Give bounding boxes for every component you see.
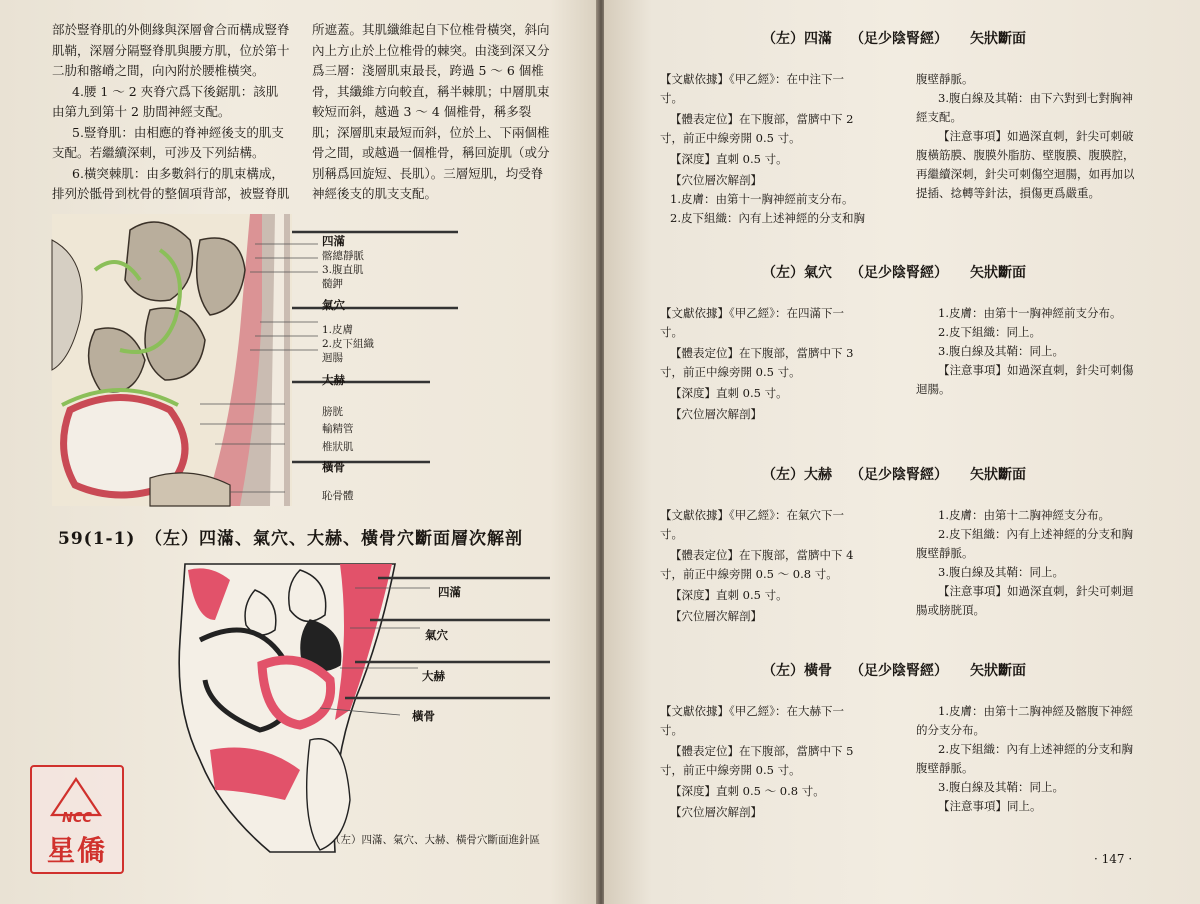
figure1-label: 1.皮膚 (322, 324, 354, 336)
left-col2-line: 內上方止於上位椎骨的棘突。由淺到深又分 (312, 42, 550, 58)
section-text-line: 迴腸。 (916, 382, 951, 396)
left-col1-line: 排列於骶骨到枕骨的整個項背部，被豎脊肌 (52, 186, 290, 201)
figure1-label: 2.皮下組織 (322, 338, 375, 350)
figure1-label: 迴腸 (322, 352, 343, 364)
section-title (762, 660, 1026, 680)
left-col2-line: 所遮蓋。其肌纖維起自下位椎骨橫突，斜向 (312, 22, 550, 37)
section-text-line: 腹壁靜脈。 (916, 761, 974, 775)
figure2-caption: （左）四滿、氣穴、大赫、橫骨穴斷面進針區 (330, 834, 540, 846)
section-text-line: 3.腹白線及其鞘：同上。 (938, 344, 1064, 358)
section-title (762, 28, 1026, 48)
section-text-line: 2.皮下組織：同上。 (938, 325, 1041, 339)
section-text-line: 3.腹白線及其鞘：由下六對到七對胸神 (938, 91, 1133, 105)
figure1-label: 輸精管 (322, 423, 354, 435)
section-text-line: 寸，前正中線旁開 0.5 寸。 (660, 763, 801, 777)
figure1-label: 橫骨 (322, 460, 345, 474)
left-col1-line: 肌鞘，深層分隔豎脊肌與腰方肌，位於第十 (52, 42, 290, 58)
section-text-line: 腹壁靜脈。 (916, 546, 974, 560)
left-col2-line: 別稱爲回旋短、長肌）。三層短肌，均受脊 (312, 165, 544, 181)
section-text-line: 的分支分布。 (916, 723, 985, 737)
figure1-caption: 59(1-1) （左）四滿、氣穴、大赫、橫骨穴斷面層次解剖 (58, 529, 523, 549)
page-number: · 147 · (1094, 852, 1133, 866)
section-text-line: 寸。 (660, 527, 683, 541)
section-type: 矢狀斷面 (970, 31, 1026, 47)
section-text-line: 【穴位層次解剖】 (670, 407, 762, 421)
section-left-column (660, 506, 853, 626)
section-text-line: 2.皮下組織：內有上述神經的分支和胸 (938, 527, 1133, 541)
section-text-line: 1.皮膚：由第十一胸神經前支分布。 (938, 306, 1122, 320)
section-text-line: 【注意事項】如過深直刺，針尖可刺迴 (938, 584, 1134, 598)
section-text-line: 寸。 (660, 325, 683, 339)
section-type: 矢狀斷面 (970, 265, 1026, 281)
section-text-line: 經支配。 (916, 110, 962, 124)
section-left-column (660, 304, 853, 424)
section-text-line: 【深度】直刺 0.5 ～ 0.8 寸。 (670, 784, 825, 798)
figure2-label: 橫骨 (412, 709, 435, 723)
section-text-line: 腸或膀胱頂。 (916, 603, 985, 617)
section-text-line: 【深度】直刺 0.5 寸。 (670, 386, 788, 400)
figure1-label: 大赫 (322, 373, 345, 387)
section-text-line: 3.腹白線及其鞘：同上。 (938, 780, 1064, 794)
section-text-line: 提插、捻轉等針法，損傷更爲嚴重。 (916, 186, 1100, 200)
left-col2-line: 骨之間，或越過一個椎骨，稱回旋肌（或分 (312, 145, 550, 160)
section-title (762, 464, 1026, 484)
section-text-line: 【體表定位】在下腹部，當臍中下 5 (670, 744, 854, 758)
left-col1-line: 二肋和髂嵴之間，向內附於腰椎橫突。 (52, 63, 265, 78)
figure1-label: 氣穴 (322, 298, 345, 312)
section-text-line: 腹橫筋膜、腹膜外脂肪、壁腹膜、腹膜腔， (916, 148, 1135, 162)
section-text-line: 【文獻依據】《甲乙經》：在大赫下一 (660, 704, 844, 718)
section-type: 矢狀斷面 (970, 467, 1026, 483)
figure1-label: 髓鉀 (322, 278, 343, 290)
section-text-line: 2.皮下組織：內有上述神經的分支和胸 (670, 211, 865, 225)
anatomy-figure-colored (0, 210, 598, 510)
section-meridian: （足少陰腎經） (850, 31, 948, 47)
left-col1-line: 4.腰 1 ～ 2 夾脊穴爲下後鋸肌：該肌 (72, 83, 279, 99)
left-page (0, 0, 598, 904)
section-point-name: （左）氣穴 (762, 265, 832, 281)
left-col2-line: 爲三層：淺層肌束最長，跨過 5 ～ 6 個椎 (312, 63, 544, 78)
left-col1-line: 5.豎脊肌：由相應的脊神經後支的肌支 (72, 124, 284, 140)
section-text-line: 2.皮下組織：內有上述神經的分支和胸 (938, 742, 1133, 756)
section-text-line: 【深度】直刺 0.5 寸。 (670, 152, 788, 166)
section-text-line: 【深度】直刺 0.5 寸。 (670, 588, 788, 602)
section-type: 矢狀斷面 (970, 663, 1026, 679)
section-text-line: 【注意事項】如過深直刺，針尖可刺傷 (938, 363, 1134, 377)
section-text-line: 【注意事項】如過深直刺，針尖可刺破 (938, 129, 1134, 143)
section-text-line: 3.腹白線及其鞘：同上。 (938, 565, 1064, 579)
section-text-line: 【體表定位】在下腹部，當臍中下 4 (670, 548, 854, 562)
section-text-line: 【體表定位】在下腹部，當臍中下 3 (670, 346, 854, 360)
stamp-name: 星僑 (46, 834, 107, 867)
section-title (762, 262, 1026, 282)
figure1-label: 髂總靜脈 (322, 250, 364, 262)
section-text-line: 1.皮膚：由第十二胸神經支分布。 (938, 508, 1110, 522)
section-text-line: 【文獻依據】《甲乙經》：在四滿下一 (660, 306, 844, 320)
left-col1-line: 支配。若繼續深刺，可涉及下列結構。 (52, 145, 265, 160)
section-point-name: （左）橫骨 (762, 663, 832, 679)
left-col2-line: 骨，其纖維方向較直，稱半棘肌；中層肌束 (312, 83, 550, 99)
section-text-line: 再繼續深刺，針尖可刺傷空迴腸，如再加以 (916, 167, 1135, 181)
section-right-column (916, 506, 1134, 620)
section-text-line: 寸，前正中線旁開 0.5 寸。 (660, 131, 801, 145)
left-col1-line: 部於豎脊肌的外側緣與深層會合而構成豎脊 (52, 22, 290, 37)
section-text-line: 1.皮膚：由第十二胸神經及髂腹下神經 (938, 704, 1133, 718)
left-col2-line: 神經後支的肌支支配。 (312, 186, 438, 201)
figure1-label: 恥骨體 (322, 490, 354, 502)
left-col2-line: 肌；深層肌束最短而斜，位於上、下兩個椎 (312, 124, 550, 140)
section-text-line: 寸，前正中線旁開 0.5 ～ 0.8 寸。 (660, 567, 838, 581)
section-text-line: 【穴位層次解剖】 (670, 609, 762, 623)
section-text-line: 【注意事項】同上。 (938, 799, 1042, 813)
section-point-name: （左）大赫 (762, 467, 832, 483)
section-text-line: 1.皮膚：由第十一胸神經前支分布。 (670, 192, 854, 206)
figure1-label: 膀胱 (322, 406, 343, 418)
section-right-column (916, 702, 1133, 816)
section-meridian: （足少陰腎經） (850, 265, 948, 281)
figure2-label: 四滿 (438, 585, 461, 599)
section-text-line: 【文獻依據】《甲乙經》：在中注下一 (660, 72, 844, 86)
section-right-column (916, 70, 1135, 203)
left-col1-line: 由第九到第十 2 肋間神經支配。 (52, 104, 231, 119)
section-text-line: 寸，前正中線旁開 0.5 寸。 (660, 365, 801, 379)
section-text-line: 【穴位層次解剖】 (670, 173, 762, 187)
section-text-line: 【體表定位】在下腹部，當臍中下 2 (670, 112, 854, 126)
section-meridian: （足少陰腎經） (850, 663, 948, 679)
section-right-column (916, 304, 1134, 399)
stamp-brand: NCC (62, 811, 92, 826)
publisher-stamp (30, 765, 124, 874)
left-col1-line: 6.橫突棘肌：由多數斜行的肌束構成， (72, 165, 284, 181)
figure1-label: 椎狀肌 (322, 441, 354, 453)
section-text-line: 【穴位層次解剖】 (670, 805, 762, 819)
section-text-line: 腹壁靜脈。 (916, 72, 974, 86)
section-text-line: 【文獻依據】《甲乙經》：在氣穴下一 (660, 508, 844, 522)
right-page (604, 0, 1200, 904)
figure1-label: 四滿 (322, 234, 345, 248)
section-left-column (660, 702, 853, 822)
section-point-name: （左）四滿 (762, 31, 832, 47)
section-left-column (660, 70, 865, 228)
section-text-line: 寸。 (660, 91, 683, 105)
figure2-label: 氣穴 (425, 628, 448, 642)
figure1-label: 3.腹直肌 (322, 264, 364, 276)
section-text-line: 寸。 (660, 723, 683, 737)
section-meridian: （足少陰腎經） (850, 467, 948, 483)
left-col2-line: 較短而斜，越過 3 ～ 4 個椎骨，稱多裂 (312, 104, 532, 119)
figure2-label: 大赫 (422, 669, 445, 683)
